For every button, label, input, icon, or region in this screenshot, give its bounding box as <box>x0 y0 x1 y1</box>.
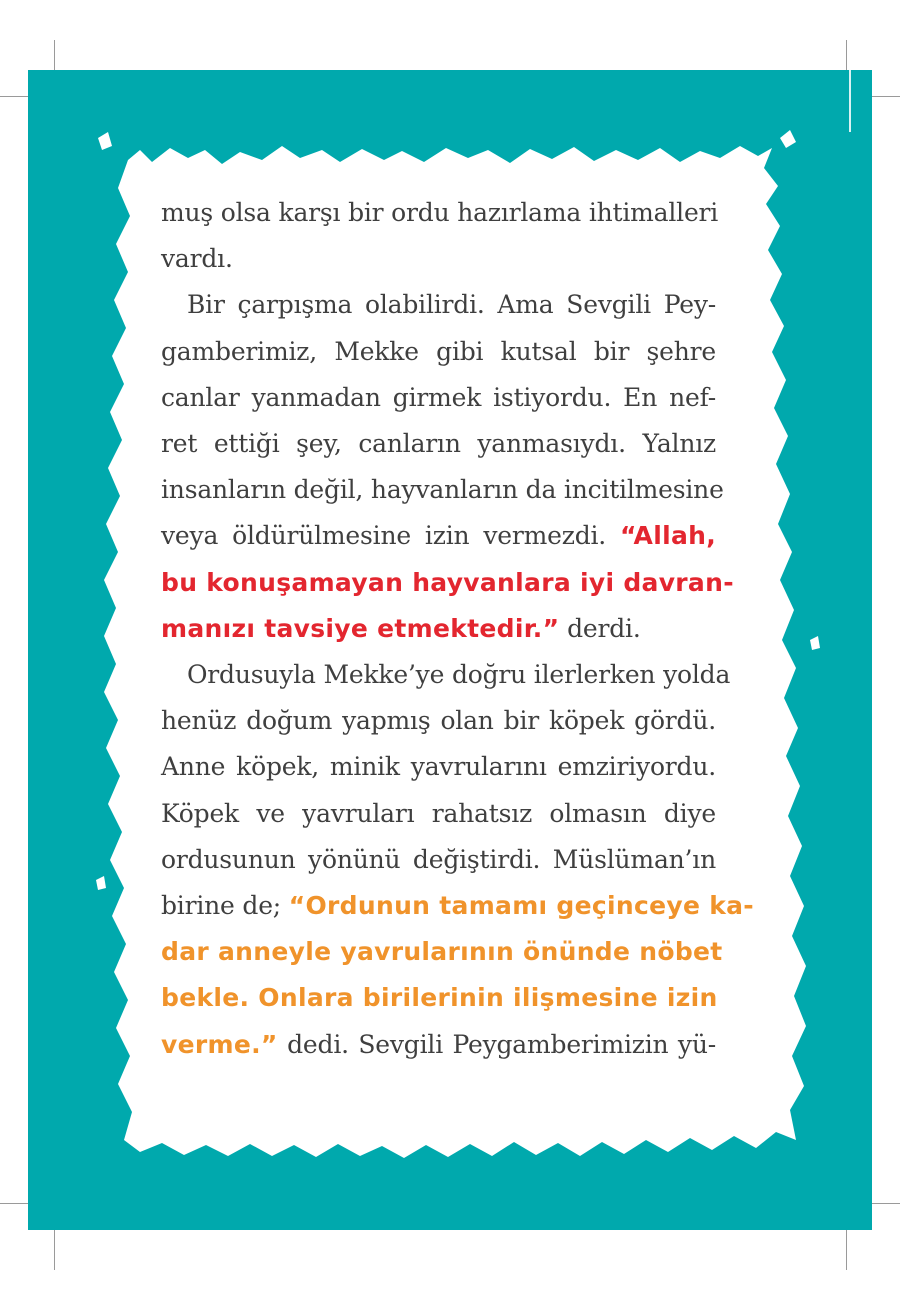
text-line <box>161 1022 716 1068</box>
text-line: henüz doğum yapmış olan bir köpek gördü. <box>161 706 716 736</box>
text-fragment: derdi. <box>567 613 641 643</box>
orange-quote: verme.” <box>161 1029 278 1059</box>
text-line: Köpek ve yavruları rahatsız olmasın diye <box>161 798 716 828</box>
paragraph-3 <box>161 652 754 1068</box>
page-text <box>161 190 754 1068</box>
text-line: ordusunun yönünü değiştirdi. Müslüman’ın <box>161 844 716 874</box>
text-fragment: dedi. Sevgili Peygamberimizin yü- <box>287 1029 717 1059</box>
text-line <box>161 513 716 559</box>
red-quote: manızı tavsiye etmektedir.” <box>161 613 560 643</box>
paragraph-1 <box>161 190 719 282</box>
text-line: vardı. <box>161 244 233 274</box>
text-line: gamberimiz, Mekke gibi kutsal bir şehre <box>161 336 716 366</box>
text-line: Ordusuyla Mekke’ye doğru ilerlerken yolda <box>187 660 731 690</box>
orange-quote: dar anneyle yavrularının önünde nöbet <box>161 937 723 967</box>
orange-quote: bekle. Onlara birilerinin ilişmesine izin <box>161 983 718 1013</box>
orange-quote: “Ordunun tamamı geçinceye ka- <box>288 891 754 921</box>
paragraph-2 <box>161 282 734 652</box>
text-line: canlar yanmadan girmek istiyordu. En nef- <box>161 382 716 412</box>
text-fragment: veya öldürülmesine izin vermezdi. <box>161 521 607 551</box>
text-line: Bir çarpışma olabilirdi. Ama Sevgili Pey- <box>187 290 716 320</box>
text-line: Anne köpek, minik yavrularını emziriyordu. <box>161 752 716 782</box>
red-quote: bu konuşamayan hayvanlara iyi davran- <box>161 567 734 597</box>
text-line <box>161 606 716 652</box>
text-line: insanların değil, hayvanların da incitilmesine <box>161 475 724 505</box>
text-line: ret ettiği şey, canların yanmasıydı. Yalnız <box>161 429 716 459</box>
red-quote: “Allah, <box>620 521 717 551</box>
frame-edge-line <box>849 70 851 132</box>
text-fragment: birine de; <box>161 891 282 921</box>
text-line <box>161 883 754 929</box>
text-line: muş olsa karşı bir ordu hazırlama ihtimalleri <box>161 198 719 227</box>
